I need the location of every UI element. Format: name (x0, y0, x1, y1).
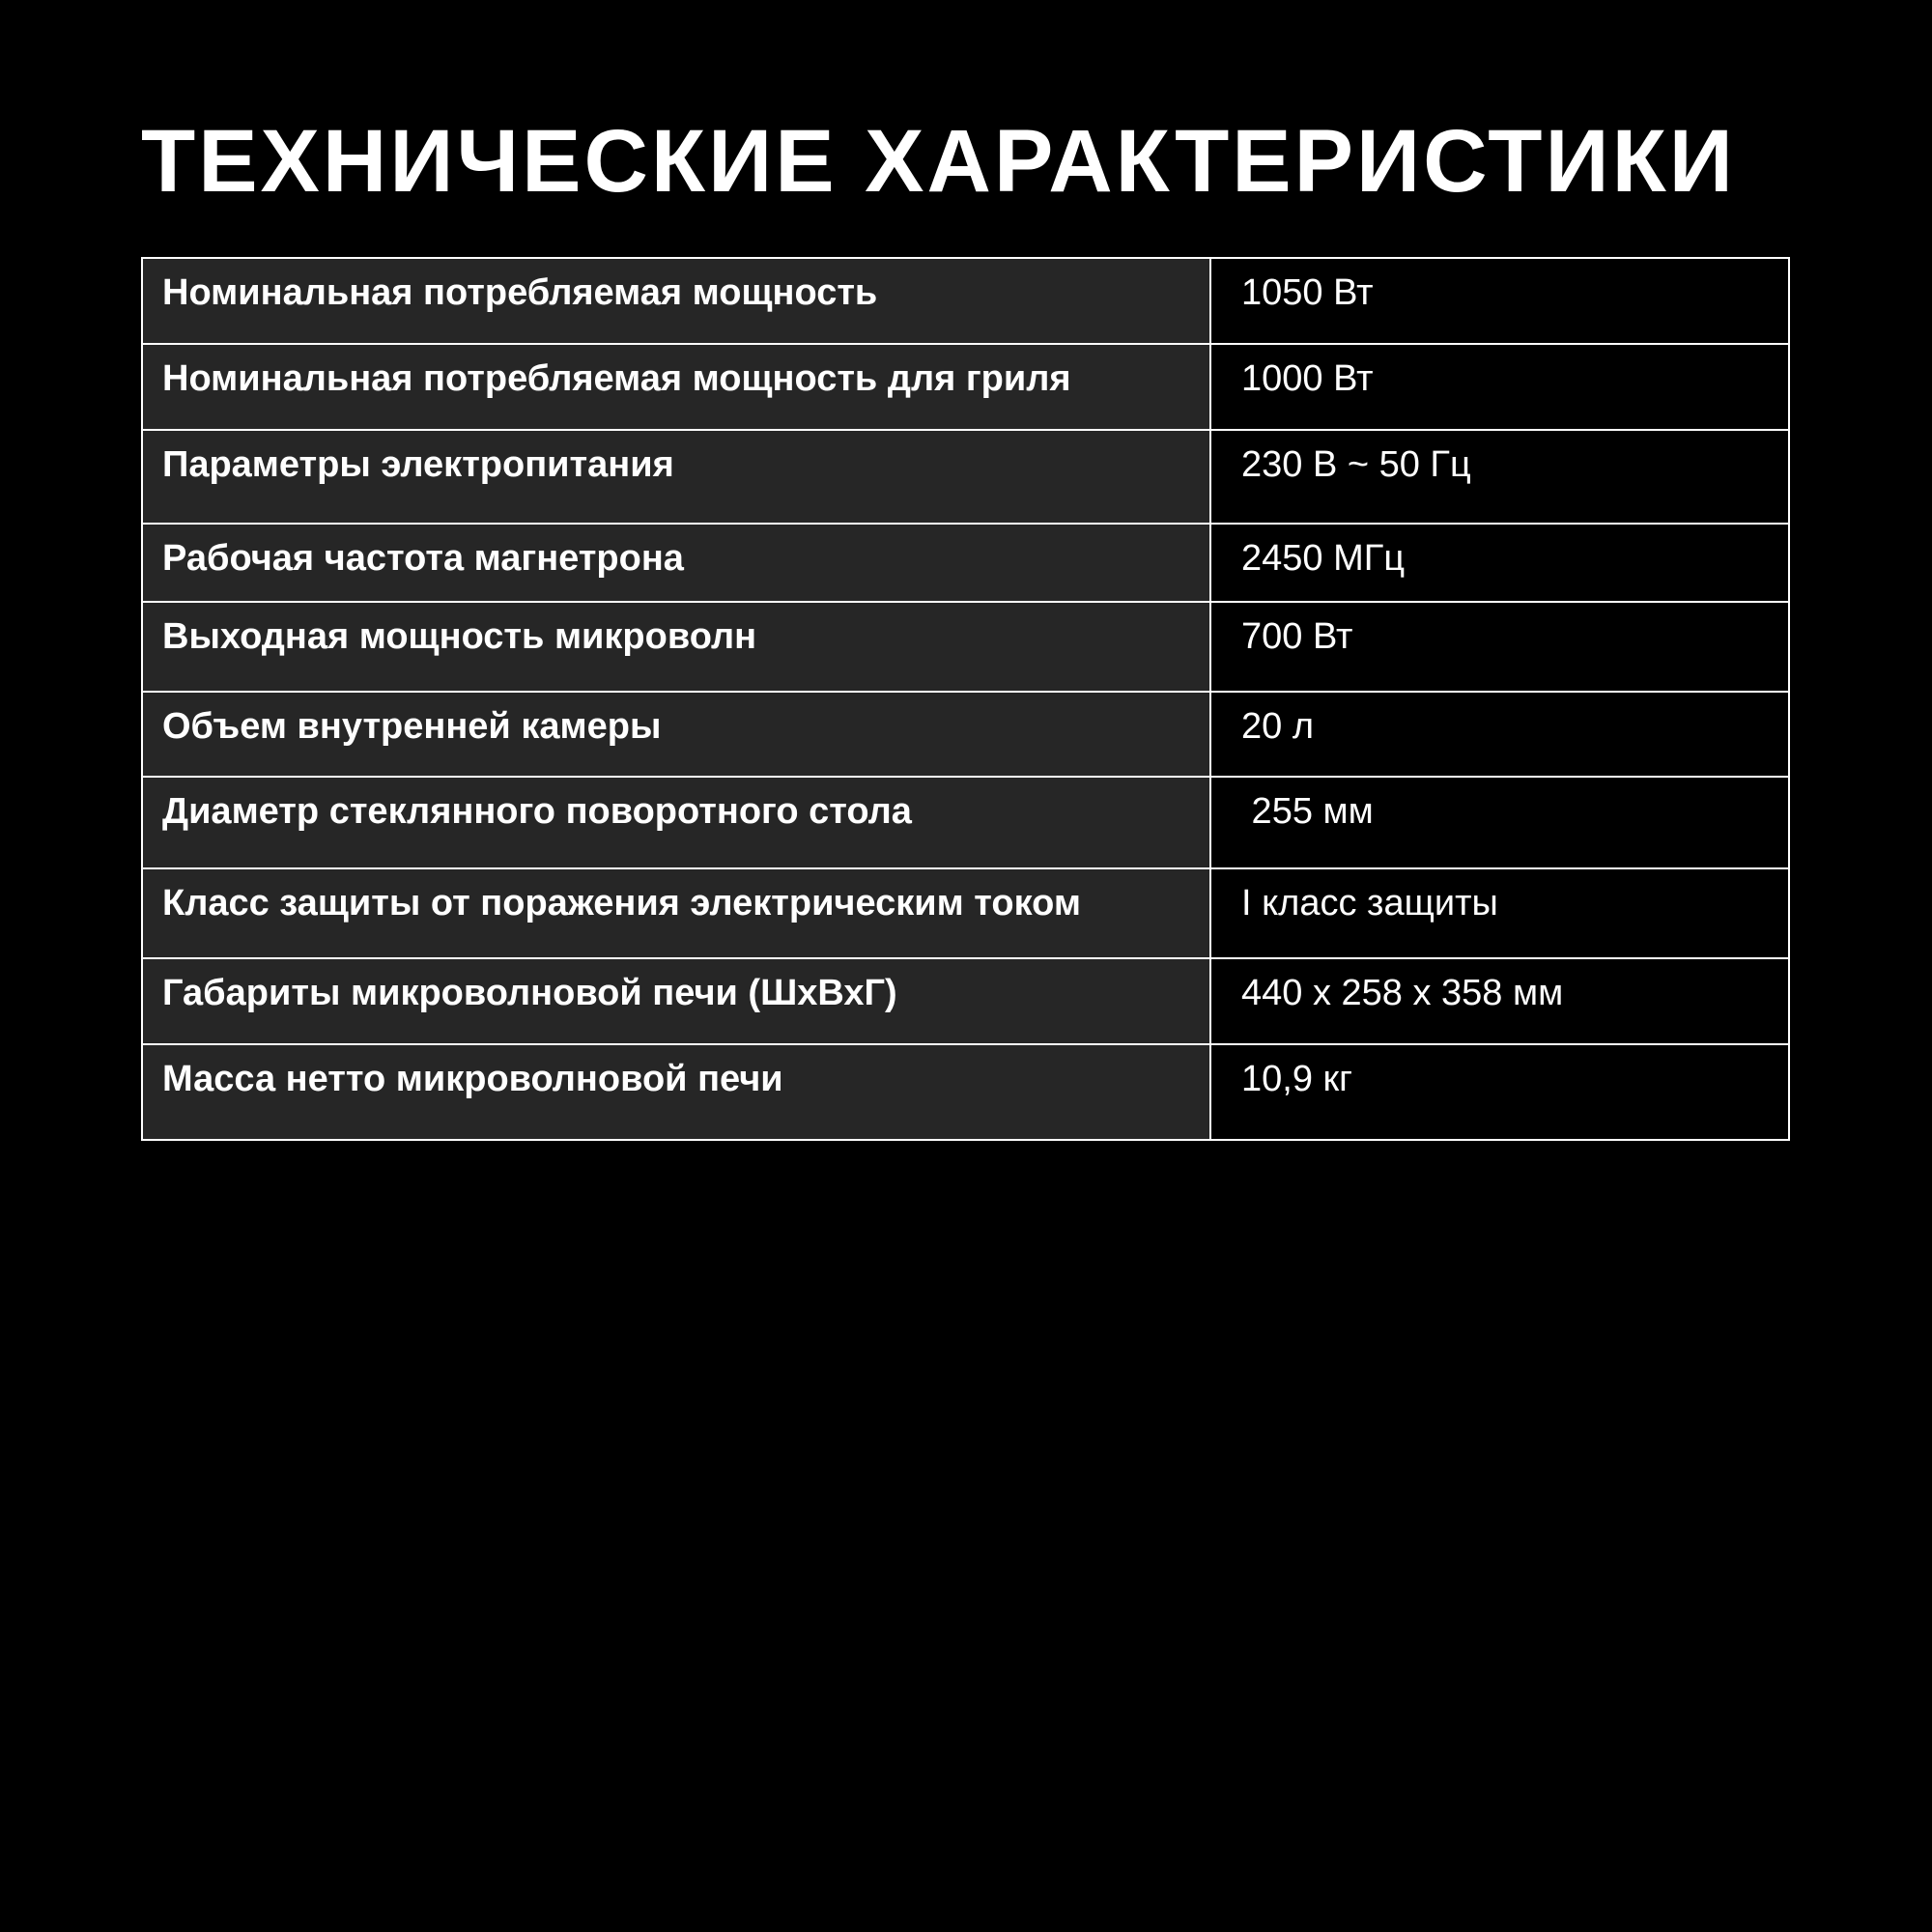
spec-value: 20 л (1210, 692, 1789, 777)
spec-label: Номинальная потребляемая мощность для гриля (142, 344, 1210, 430)
spec-value: 2450 МГц (1210, 524, 1789, 602)
spec-row (142, 692, 1789, 777)
spec-label: Масса нетто микроволновой печи (142, 1044, 1210, 1140)
spec-row (142, 602, 1789, 692)
spec-label: Рабочая частота магнетрона (142, 524, 1210, 602)
spec-row (142, 258, 1789, 344)
spec-value: 700 Вт (1210, 602, 1789, 692)
spec-label: Класс защиты от поражения электрическим током (142, 868, 1210, 958)
spec-row (142, 958, 1789, 1044)
spec-value: 1000 Вт (1210, 344, 1789, 430)
spec-label: Объем внутренней камеры (142, 692, 1210, 777)
spec-value: I класс защиты (1210, 868, 1789, 958)
spec-label: Диаметр стеклянного поворотного стола (142, 777, 1210, 868)
spec-row (142, 344, 1789, 430)
spec-label: Номинальная потребляемая мощность (142, 258, 1210, 344)
page-title: ТЕХНИЧЕСКИЕ ХАРАКТЕРИСТИКИ (141, 112, 1736, 211)
spec-value: 255 мм (1210, 777, 1789, 868)
specs-table (141, 257, 1790, 1141)
spec-value: 230 В ~ 50 Гц (1210, 430, 1789, 524)
spec-value: 1050 Вт (1210, 258, 1789, 344)
spec-value: 440 х 258 х 358 мм (1210, 958, 1789, 1044)
spec-label: Выходная мощность микроволн (142, 602, 1210, 692)
spec-row (142, 777, 1789, 868)
spec-value: 10,9 кг (1210, 1044, 1789, 1140)
spec-row (142, 1044, 1789, 1140)
spec-row (142, 524, 1789, 602)
spec-label: Параметры электропитания (142, 430, 1210, 524)
spec-row (142, 430, 1789, 524)
spec-label: Габариты микроволновой печи (ШхВхГ) (142, 958, 1210, 1044)
spec-row (142, 868, 1789, 958)
